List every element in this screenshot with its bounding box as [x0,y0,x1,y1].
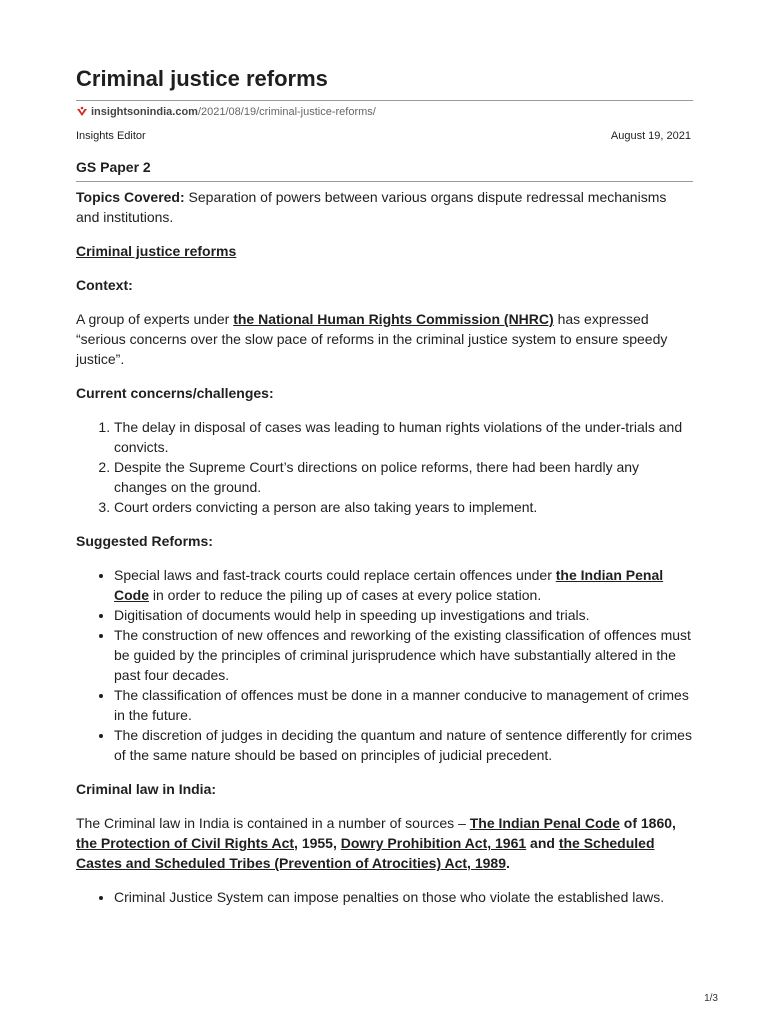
context-paragraph [76,309,693,369]
indian-penal-code-link[interactable]: The Indian Penal Code [469,815,620,831]
reforms-heading: Suggested Reforms: [76,533,213,549]
reform-text-post: in order to reduce the piling up of cases at every police station. [149,587,542,603]
reforms-list [76,565,693,765]
topics-paragraph [76,187,693,227]
gs-paper-label: GS Paper 2 [76,159,151,175]
author: Insights Editor [76,130,146,142]
criminal-law-heading: Criminal law in India: [76,781,217,797]
source-url[interactable] [76,106,376,118]
ipc-link[interactable]: the Indian Penal Code [114,567,664,603]
publish-date: August 19, 2021 [610,130,691,142]
criminal-law-paragraph [76,813,693,873]
list-item: 2. Despite the Supreme Court’s directions on police reforms, there had been hardly any changes on the ground. [114,457,693,497]
section-link-paragraph [76,241,693,261]
insights-logo-icon [76,106,88,118]
law-text-3: and [526,835,559,851]
criminal-justice-reforms-link[interactable]: Criminal justice reforms [76,243,237,259]
gs-divider [76,181,693,182]
article-meta [76,130,693,142]
sc-st-act-link[interactable]: the Scheduled Castes and Scheduled Tribes (Prevention of Atrocities) Act, 1989 [76,835,655,871]
law-text-2: , 1955, [294,835,341,851]
page-title: Criminal justice reforms [76,66,328,91]
law-text-1: of 1860, [619,815,676,831]
source-domain: insightsonindia.com [91,106,198,118]
list-item: • The construction of new offences and reworking of the existing classification of offences must be guided by the principles of criminal jurisprudence which have substantially altered in the past four decades. [114,625,693,685]
article-body [76,187,693,921]
law-text-4: . [505,855,510,871]
list-item: • Criminal Justice System can impose penalties on those who violate the established laws. [114,887,693,907]
context-heading: Context: [76,277,133,293]
list-item: • The discretion of judges in deciding the quantum and nature of sentence differently for crimes of the same nature should be based on principles of judicial precedent. [114,725,693,765]
title-divider [76,100,693,101]
context-text-post: has expressed “serious concerns over the slow pace of reforms in the criminal justice system to ensure speedy justice”. [76,311,668,367]
list-item [114,565,693,605]
list-item: • Digitisation of documents would help in speeding up investigations and trials. [114,605,693,625]
dowry-act-link[interactable]: Dowry Prohibition Act, 1961 [340,835,527,851]
list-item: 1. The delay in disposal of cases was leading to human rights violations of the under-trials and convicts. [114,417,693,457]
law-text-pre: The Criminal law in India is contained in a number of sources – [76,815,470,831]
concerns-list [76,417,693,517]
list-item: 3. Court orders convicting a person are also taking years to implement. [114,497,693,517]
topics-text: Separation of powers between various organs dispute redressal mechanisms and institutions. [76,189,667,225]
source-path: /2021/08/19/criminal-justice-reforms/ [197,106,376,118]
concerns-heading: Current concerns/challenges: [76,385,274,401]
context-text-pre: A group of experts under [76,311,234,327]
nhrc-link[interactable]: the National Human Rights Commission (NHRC) [233,311,554,327]
criminal-law-list [76,887,693,907]
page-number: 1/3 [704,993,718,1004]
topics-label: Topics Covered: [76,189,185,205]
list-item: • The classification of offences must be done in a manner conducive to management of crimes in the future. [114,685,693,725]
reform-text-pre: Special laws and fast-track courts could replace certain offences under [114,567,556,583]
civil-rights-act-link[interactable]: the Protection of Civil Rights Act [76,835,295,851]
